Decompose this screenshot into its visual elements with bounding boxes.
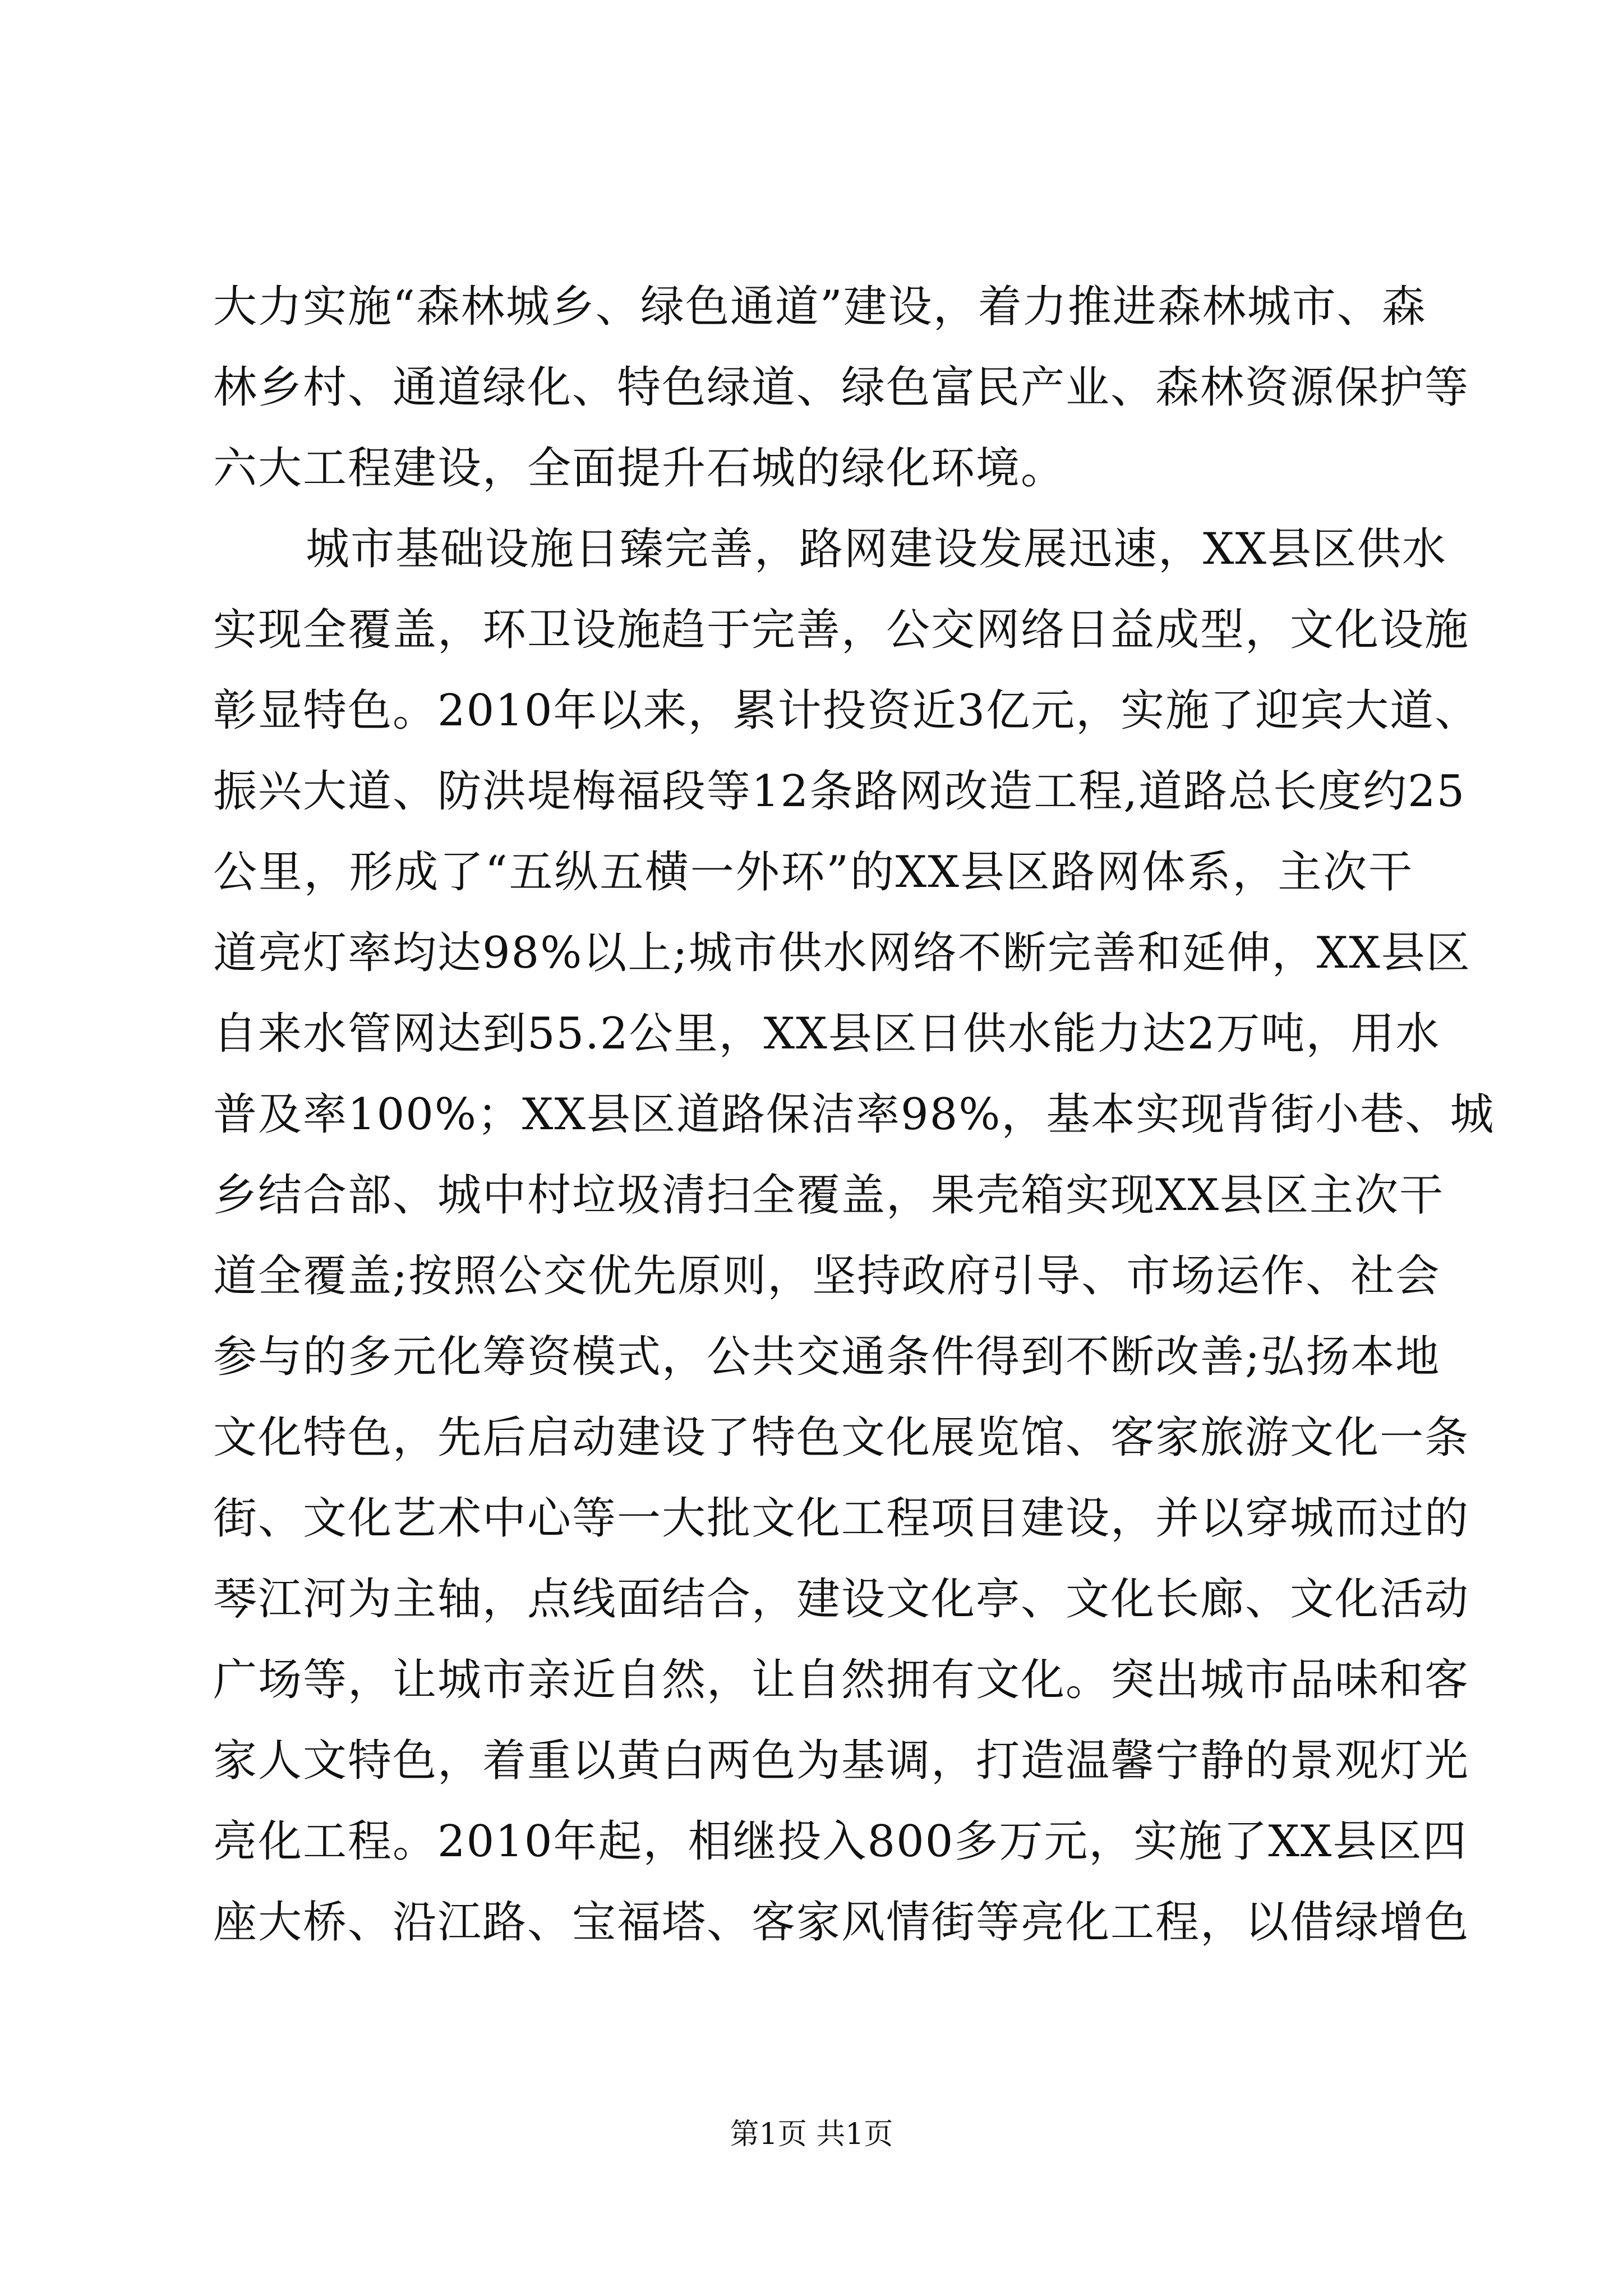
text-line: 家人文特色，着重以黄白两色为基调，打造温馨宁静的景观灯光 (213, 1736, 1470, 1786)
page-footer (0, 2115, 1623, 2154)
text-line: 座大桥、沿江路、宝福塔、客家风情街等亮化工程，以借绿增色 (213, 1897, 1470, 1948)
text-line: 实现全覆盖，环卫设施趋于完善，公交网络日益成型，文化设施 (213, 605, 1470, 655)
text-line: 参与的多元化筹资模式，公共交通条件得到不断改善;弘扬本地 (213, 1332, 1441, 1382)
text-line: 街、文化艺术中心等一大批文化工程项目建设，并以穿城而过的 (213, 1493, 1470, 1544)
text-line: 振兴大道、防洪堤梅福段等12条路网改造工程,道路总长度约25 (213, 766, 1466, 817)
text-line: 琴江河为主轴，点线面结合，建设文化亭、文化长廊、文化活动 (213, 1574, 1470, 1625)
text-line: 公里，形成了“五纵五横一外环”的XX县区路网体系，主次干 (213, 847, 1413, 898)
text-line: 城市基础设施日臻完善，路网建设发展迅速，XX县区供水 (306, 524, 1447, 574)
text-line: 普及率100%；XX县区道路保洁率98%，基本实现背街小巷、城 (213, 1089, 1495, 1140)
document-body (213, 266, 1495, 1963)
text-line: 彰显特色。2010年以来，累计投资近3亿元，实施了迎宾大道、 (213, 685, 1480, 736)
text-line: 道亮灯率均达98%以上;城市供水网络不断完善和延伸，XX县区 (213, 928, 1471, 978)
text-line: 自来水管网达到55.2公里，XX县区日供水能力达2万吨，用水 (213, 1009, 1441, 1059)
text-line: 大力实施“森林城乡、绿色通道”建设，着力推进森林城市、森 (213, 282, 1427, 332)
text-line: 林乡村、通道绿化、特色绿道、绿色富民产业、森林资源保护等 (213, 362, 1470, 413)
text-line: 亮化工程。2010年起，相继投入800多万元，实施了XX县区四 (213, 1816, 1468, 1867)
text-line: 广场等，让城市亲近自然，让自然拥有文化。突出城市品味和客 (213, 1655, 1470, 1705)
text-line: 乡结合部、城中村垃圾清扫全覆盖，果壳箱实现XX县区主次干 (213, 1170, 1445, 1221)
text-line: 文化特色，先后启动建设了特色文化展览馆、客家旅游文化一条 (213, 1412, 1470, 1463)
text-line: 道全覆盖;按照公交优先原则，坚持政府引导、市场运作、社会 (213, 1251, 1441, 1301)
text-line: 六大工程建设，全面提升石城的绿化环境。 (213, 443, 1066, 494)
page-number: 第1页 共1页 (730, 2118, 893, 2151)
